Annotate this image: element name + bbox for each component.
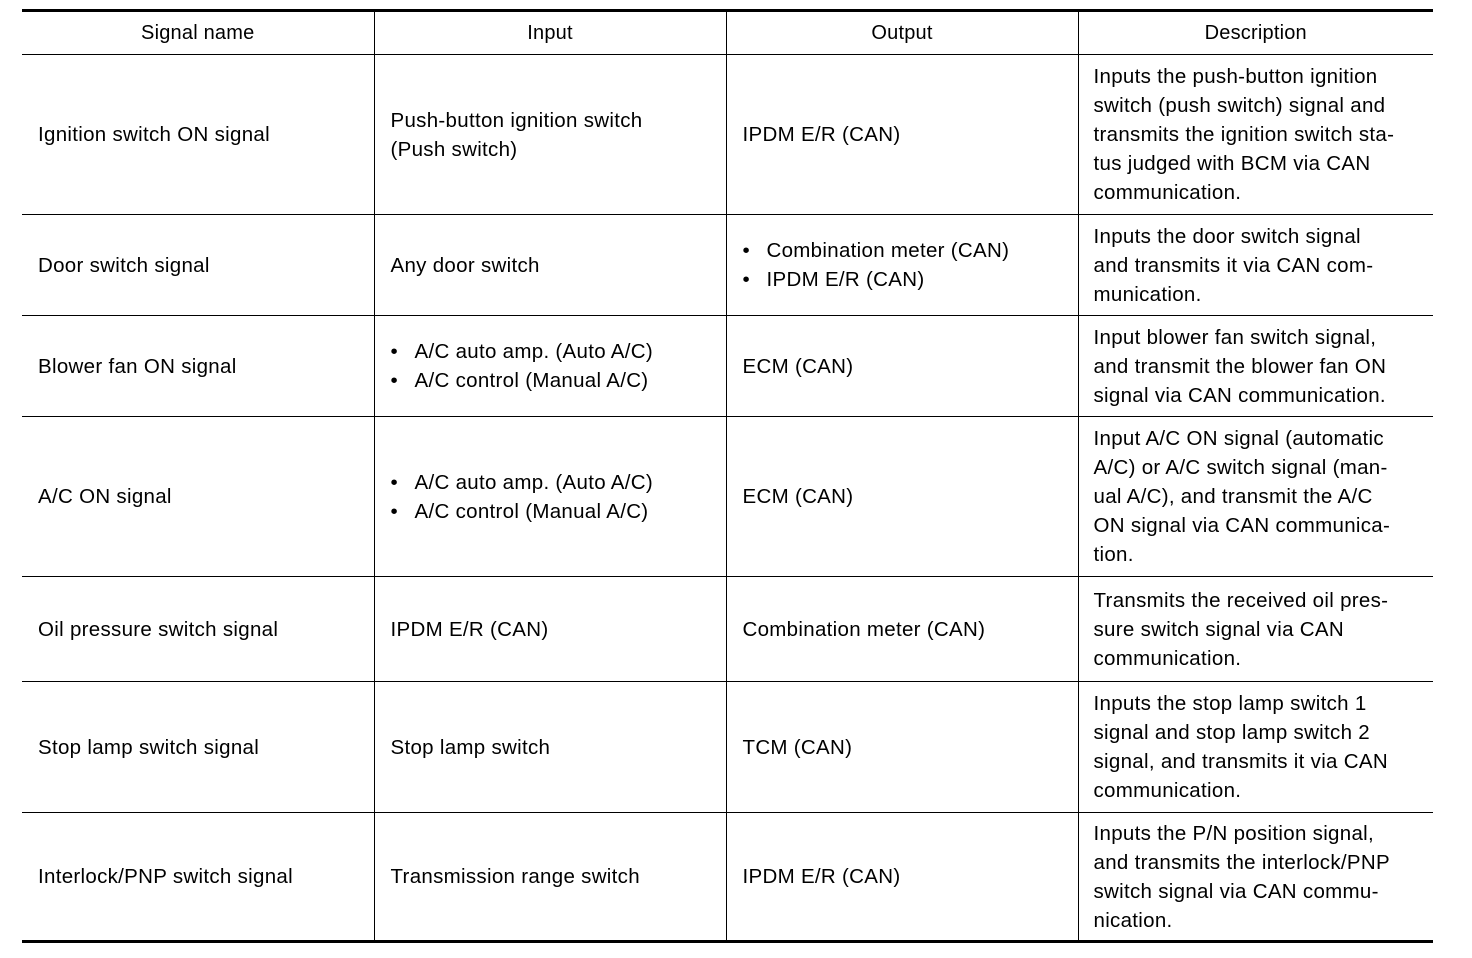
description-line: A/C) or A/C switch signal (man-	[1093, 456, 1388, 479]
table-row	[22, 577, 1433, 682]
description-line: tus judged with BCM via CAN	[1093, 152, 1371, 175]
input-line: (Push switch)	[390, 137, 518, 161]
description-line: and transmits it via CAN com-	[1093, 253, 1374, 277]
output-cell: IPDM E/R (CAN)	[726, 55, 1078, 215]
table-body	[22, 55, 1433, 942]
output-cell	[726, 215, 1078, 316]
description-line: communication.	[1093, 779, 1242, 802]
input-cell: Any door switch	[374, 215, 726, 316]
signal-name-cell: Door switch signal	[22, 215, 374, 316]
description-line: Inputs the door switch signal	[1093, 224, 1361, 248]
table-header	[22, 11, 1433, 55]
description-line: ual A/C), and transmit the A/C	[1093, 485, 1373, 508]
input-bullet-item: • A/C control (Manual A/C)	[391, 497, 718, 526]
output-bullet-item: • Combination meter (CAN)	[743, 236, 1070, 265]
header-input: Input	[374, 11, 726, 55]
signal-name-cell: Blower fan ON signal	[22, 316, 374, 417]
table-row	[22, 417, 1433, 577]
input-cell: Stop lamp switch	[374, 682, 726, 813]
table-row	[22, 55, 1433, 215]
input-bullet-list	[391, 337, 718, 395]
description-line: nication.	[1093, 908, 1173, 932]
input-bullet-item: • A/C control (Manual A/C)	[391, 366, 718, 395]
input-cell	[374, 316, 726, 417]
input-bullet-item: • A/C auto amp. (Auto A/C)	[391, 468, 718, 497]
description-line: signal and stop lamp switch 2	[1093, 721, 1370, 744]
description-line: Input blower fan switch signal,	[1093, 325, 1377, 349]
description-cell	[1078, 813, 1433, 942]
description-line: Input A/C ON signal (automatic	[1093, 427, 1384, 450]
description-line: and transmits the interlock/PNP	[1093, 850, 1390, 874]
description-line: signal, and transmits it via CAN	[1093, 750, 1388, 773]
description-line: Inputs the P/N position signal,	[1093, 821, 1375, 845]
description-line: transmits the ignition switch sta-	[1093, 123, 1395, 146]
description-cell	[1078, 316, 1433, 417]
description-cell	[1078, 215, 1433, 316]
input-cell	[374, 417, 726, 577]
description-line: ON signal via CAN communica-	[1093, 514, 1391, 537]
description-line: Transmits the received oil pres-	[1093, 588, 1389, 612]
signal-name-cell: Ignition switch ON signal	[22, 55, 374, 215]
description-line: switch (push switch) signal and	[1093, 94, 1386, 117]
input-bullet-list	[391, 468, 718, 526]
output-cell: ECM (CAN)	[726, 316, 1078, 417]
table-row	[22, 215, 1433, 316]
signal-name-cell: Stop lamp switch signal	[22, 682, 374, 813]
header-description: Description	[1078, 11, 1433, 55]
signal-name-cell: Interlock/PNP switch signal	[22, 813, 374, 942]
input-bullet-item: • A/C auto amp. (Auto A/C)	[391, 337, 718, 366]
header-row	[22, 11, 1433, 55]
input-line: Push-button ignition switch	[390, 108, 643, 132]
signal-name-cell: Oil pressure switch signal	[22, 577, 374, 682]
description-cell	[1078, 682, 1433, 813]
table-row	[22, 316, 1433, 417]
output-cell: Combination meter (CAN)	[726, 577, 1078, 682]
signal-name-cell: A/C ON signal	[22, 417, 374, 577]
header-output: Output	[726, 11, 1078, 55]
input-cell	[374, 55, 726, 215]
description-cell	[1078, 417, 1433, 577]
table-row	[22, 813, 1433, 942]
description-line: munication.	[1093, 282, 1202, 306]
output-bullet-item: • IPDM E/R (CAN)	[743, 265, 1070, 294]
description-line: sure switch signal via CAN	[1093, 617, 1344, 641]
description-line: tion.	[1093, 543, 1134, 566]
description-line: switch signal via CAN commu-	[1093, 879, 1379, 903]
output-bullet-list	[743, 236, 1070, 294]
table-row	[22, 682, 1433, 813]
description-line: communication.	[1093, 181, 1242, 204]
description-line: Inputs the push-button ignition	[1093, 65, 1378, 88]
input-cell: IPDM E/R (CAN)	[374, 577, 726, 682]
description-cell	[1078, 55, 1433, 215]
description-line: and transmit the blower fan ON	[1093, 354, 1387, 378]
output-cell: ECM (CAN)	[726, 417, 1078, 577]
output-cell: TCM (CAN)	[726, 682, 1078, 813]
signal-table	[22, 9, 1433, 943]
description-cell	[1078, 577, 1433, 682]
description-line: Inputs the stop lamp switch 1	[1093, 692, 1367, 715]
header-signal-name: Signal name	[22, 11, 374, 55]
output-cell: IPDM E/R (CAN)	[726, 813, 1078, 942]
description-line: communication.	[1093, 646, 1242, 670]
description-line: signal via CAN communication.	[1093, 383, 1386, 407]
input-cell: Transmission range switch	[374, 813, 726, 942]
